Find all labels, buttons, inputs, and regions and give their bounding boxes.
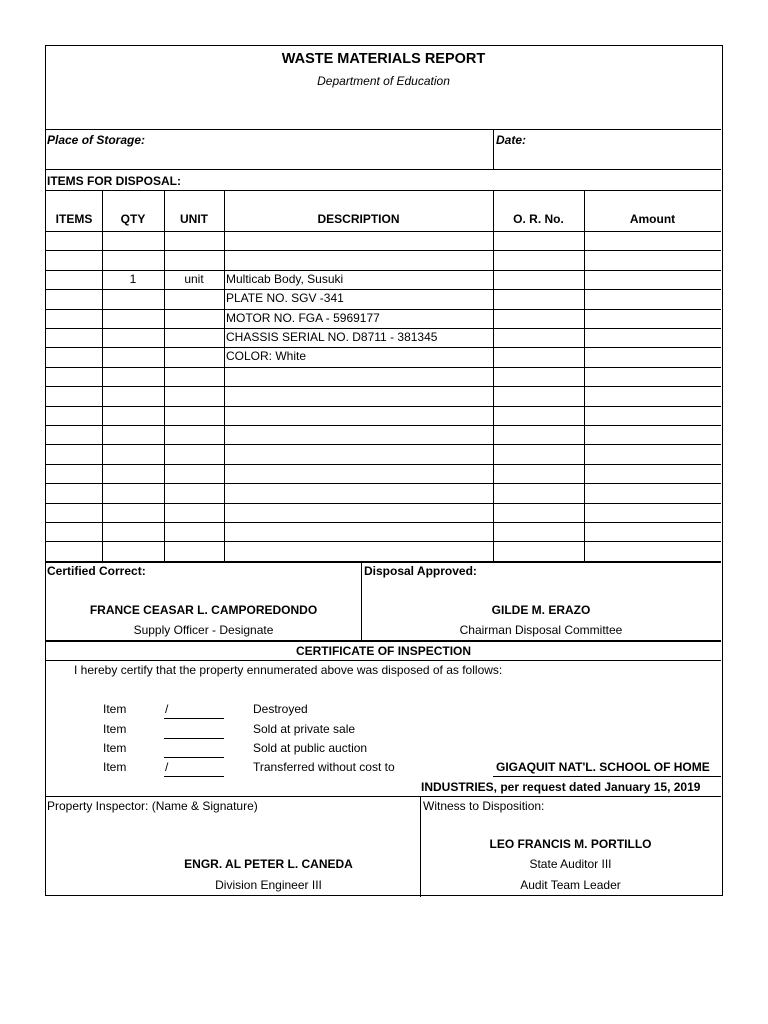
blank-line xyxy=(164,776,224,777)
transferee-line-1: GIGAQUIT NAT'L. SCHOOL OF HOME xyxy=(496,760,710,774)
report-title: WASTE MATERIALS REPORT xyxy=(281,51,486,67)
table-row xyxy=(46,347,721,366)
divider xyxy=(46,796,721,797)
item-label: Item xyxy=(103,702,127,716)
approved-position: Chairman Disposal Committee xyxy=(459,623,623,637)
table-row xyxy=(46,386,721,405)
column-header: QTY xyxy=(120,212,146,226)
table-row xyxy=(46,406,721,425)
waste-materials-report-form xyxy=(45,45,723,896)
table-row xyxy=(46,309,721,328)
witness-position-2: Audit Team Leader xyxy=(520,878,621,892)
column-header: O. R. No. xyxy=(513,212,564,226)
item-label: Item xyxy=(103,722,127,736)
table-cell-description: Multicab Body, Susuki xyxy=(226,271,344,286)
table-cell-description: MOTOR NO. FGA - 5969177 xyxy=(226,310,380,325)
transferee-line-2: INDUSTRIES, per request dated January 15, 2019 xyxy=(421,780,701,794)
certified-correct-label: Certified Correct: xyxy=(47,564,146,578)
column-header: ITEMS xyxy=(55,212,93,226)
table-row xyxy=(46,328,721,347)
items-table xyxy=(46,190,721,561)
table-row xyxy=(46,289,721,308)
table-row xyxy=(46,367,721,386)
disposal-option-text: Transferred without cost to xyxy=(253,760,395,774)
divider xyxy=(46,640,721,642)
date-label: Date: xyxy=(496,133,527,147)
disposal-option-text: Sold at public auction xyxy=(253,741,368,755)
item-label: Item xyxy=(103,760,127,774)
blank-line xyxy=(164,718,224,719)
certified-position: Supply Officer - Designate xyxy=(133,623,274,637)
table-row xyxy=(46,522,721,541)
table-cell-description: COLOR: White xyxy=(226,349,307,364)
witness-name: LEO FRANCIS M. PORTILLO xyxy=(489,837,652,851)
item-label: Item xyxy=(103,741,127,755)
table-row xyxy=(46,270,721,289)
divider xyxy=(46,561,721,563)
disposal-option-text: Destroyed xyxy=(253,702,308,716)
disposal-option-text: Sold at private sale xyxy=(253,722,356,736)
table-cell-description: CHASSIS SERIAL NO. D8711 - 381345 xyxy=(226,330,438,344)
divider xyxy=(46,129,721,130)
witness-position-1: State Auditor III xyxy=(529,857,612,871)
certificate-title: CERTIFICATE OF INSPECTION xyxy=(295,644,472,658)
blank-line xyxy=(164,738,224,739)
blank-line xyxy=(164,757,224,758)
divider xyxy=(493,776,721,777)
table-row xyxy=(46,444,721,463)
items-for-disposal-label: ITEMS FOR DISPOSAL: xyxy=(47,174,182,188)
approved-name: GILDE M. ERAZO xyxy=(491,603,591,617)
witness-label: Witness to Disposition: xyxy=(423,799,545,813)
disposal-check-mark: / xyxy=(165,702,169,716)
table-row xyxy=(46,483,721,502)
certified-name: FRANCE CEASAR L. CAMPOREDONDO xyxy=(89,603,318,617)
table-row xyxy=(46,464,721,483)
column-header: DESCRIPTION xyxy=(317,212,400,226)
certificate-statement: I hereby certify that the property ennumerated above was disposed of as follows: xyxy=(74,663,503,677)
disposal-approved-label: Disposal Approved: xyxy=(364,564,477,578)
divider xyxy=(46,169,721,170)
table-cell-unit: unit xyxy=(184,271,204,286)
table-row xyxy=(46,541,721,560)
table-row xyxy=(46,503,721,522)
table-row xyxy=(46,425,721,444)
column-header: Amount xyxy=(629,212,676,226)
table-row xyxy=(46,250,721,269)
table-row xyxy=(46,231,721,250)
divider xyxy=(46,660,721,661)
report-subtitle: Department of Education xyxy=(317,74,450,88)
disposal-check-mark: / xyxy=(165,760,169,774)
inspector-name: ENGR. AL PETER L. CANEDA xyxy=(184,857,353,871)
table-cell-qty: 1 xyxy=(129,271,137,286)
table-cell-description: PLATE NO. SGV -341 xyxy=(226,291,344,306)
place-of-storage-label: Place of Storage: xyxy=(47,133,146,147)
property-inspector-label: Property Inspector: (Name & Signature) xyxy=(47,799,258,813)
divider xyxy=(493,129,494,169)
column-header: UNIT xyxy=(180,212,208,226)
inspector-position: Division Engineer III xyxy=(215,878,322,892)
